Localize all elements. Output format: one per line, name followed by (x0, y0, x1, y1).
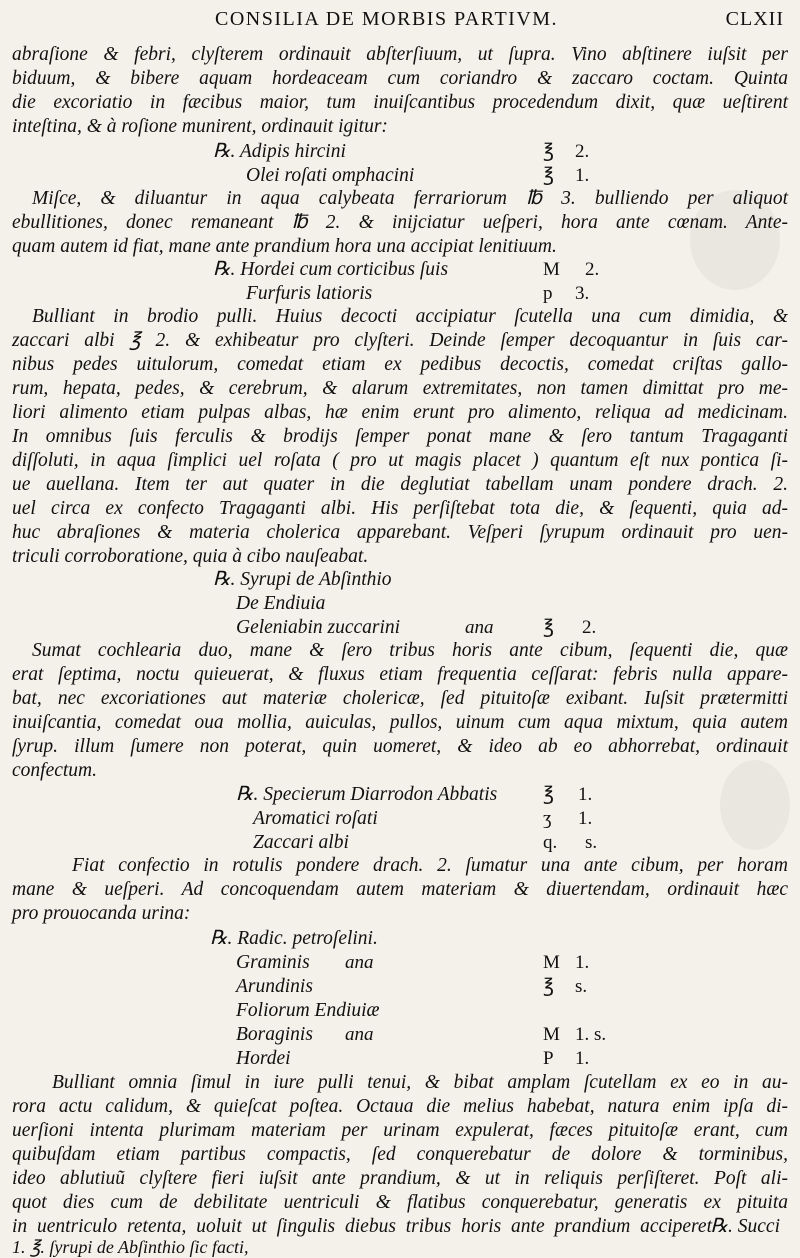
text-line: inteſtina, & à roſione munirent, ordinauit igitur: (12, 116, 388, 137)
recipe-amount: 1. (575, 165, 590, 186)
text-line: uerſioni intenta plurimam materiam per urinam expulerat, fæces pituitoſæ erant, cum (12, 1120, 788, 1141)
text-line: bat, nec excoriationes aut materiæ cholericæ, ſed pituitoſæ exibant. Iuſsit prætermitti (12, 688, 788, 709)
text-line: ideo ablutiuũ clyſtere fieri iuſsit ante prandium, & ut in reliquis perſiſteret. Poſt ali- (12, 1168, 788, 1189)
recipe-amount: 2. (582, 617, 597, 638)
text-line: ue auellana. Item ter aut quater in die deglutiat tabellam unam pondere drach. 2. (12, 474, 788, 495)
running-header (0, 2, 800, 42)
text-line: in uentriculo retenta, uoluit ut ſingulis diebus tribus horis ante prandium acciperet (12, 1216, 712, 1237)
text-line: confectum. (12, 760, 98, 781)
recipe-amount: 1. (575, 952, 590, 973)
text-line: ebullitiones, donec remaneant ℔ 2. & inijciatur ueſperi, hora ante cœnam. Ante- (12, 212, 788, 233)
recipe-ingredient: ℞. Hordei cum corticibus ſuis (213, 259, 449, 280)
text-line: quot dies cum de debilitate uentriculi & flatibus conquerebatur, generatis ex pituita (12, 1192, 788, 1213)
catchword: ℞. Succi (710, 1216, 780, 1237)
recipe-ingredient: Olei roſati omphacini (246, 165, 415, 186)
recipe-unit: ℥ (543, 617, 554, 638)
text-line: ſyrup. illum ſumere non poterat, quin uomeret, & ideo ab eo abhorrebat, ordinauit (12, 736, 788, 757)
recipe-amount: 2. (585, 259, 600, 280)
recipe-amount: 1. (578, 784, 593, 805)
recipe-ingredient: Zaccari albi (253, 832, 349, 853)
text-line: mane & ueſperi. Ad concoquendam autem materiam & diuertendam, ordinauit hæc (12, 879, 788, 900)
recipe-ingredient: ℞. Adipis hircini (213, 141, 346, 162)
text-line: huc abraſiones & materia cholerica apparebant. Veſperi ſyrupum ordinauit pro uen- (12, 522, 788, 543)
recipe-amount: 3. (575, 283, 590, 304)
recipe-ingredient: Hordei (236, 1048, 291, 1069)
text-line: die excoriatio in fæcibus maior, tum inuiſcantibus procedendum dixit, quæ ueſtirent (12, 92, 788, 113)
recipe-unit: ℥ (543, 165, 554, 186)
recipe-unit: ℥ (543, 976, 554, 997)
text-line: zaccari albi ℥ 2. & exhibeatur pro clyſteri. Deinde ſemper decoquantur in ſuis car- (12, 330, 788, 351)
recipe-amount: s. (585, 832, 598, 853)
recipe-amount: 2. (575, 141, 590, 162)
recipe-unit: ℥ (543, 141, 554, 162)
recipe-ingredient: De Endiuia (236, 593, 326, 614)
text-line: abraſione & febri, clyſterem ordinauit abſterſiuum, ut ſupra. Vino abſtinere iuſsit per (12, 44, 788, 65)
recipe-amount: 1. (575, 1048, 590, 1069)
recipe-ingredient: Aromatici roſati (253, 808, 378, 829)
running-title: CONSILIA DE MORBIS PARTIVM. (215, 8, 559, 30)
text-line: Sumat cochlearia duo, mane & ſero tribus horis ante cibum, ſequenti die, quæ (32, 640, 788, 661)
text-line: liori alimento etiam pulpas albas, hæ enim erunt pro alimento, reliqua ad medicinam. (12, 402, 788, 423)
text-line: pro prouocanda urina: (12, 903, 191, 924)
text-line: Fiat confectio in rotulis pondere drach. 2. ſumatur una ante cibum, per horam (72, 855, 788, 876)
text-line: In omnibus ſuis ferculis & brodijs ſemper ponat mane & ſero tantum Tragaganti (12, 426, 788, 447)
text-line: quam autem id fiat, mane ante prandium hora una accipiat lenitiuum. (12, 236, 557, 257)
text-line: Bulliant omnia ſimul in iure pulli tenui, & bibat amplam ſcutellam ex eo in au- (52, 1072, 788, 1093)
text-line: rora actu calidum, & quieſcat poſtea. Octaua die melius habebat, natura enim ipſa di- (12, 1096, 788, 1117)
text-line: uel circa ex confecto Tragaganti albi. His perſiſtebat tota die, & ſequenti, quia ad- (12, 498, 788, 519)
text-line: inuiſcantia, comedat oua mollia, auiculas, pullos, uinum cum aqua mixtum, quia autem (12, 712, 788, 733)
recipe-ana: ana (465, 617, 494, 638)
recipe-ingredient: Boraginis (236, 1024, 313, 1045)
recipe-unit: M (543, 1024, 560, 1045)
folio-number: CLXII (725, 8, 784, 30)
recipe-ana: ana (345, 1024, 374, 1045)
text-line: erat ſeptima, noctu quieuerat, & fluxus etiam frequentia ceſſarat: febris nulla appare- (12, 664, 788, 685)
recipe-unit: p (543, 283, 553, 304)
recipe-ingredient: Foliorum Endiuiæ (236, 1000, 380, 1021)
text-line: rum, hepata, pedes, & cerebrum, & alarum extremitates, non tamen dimittat pro me- (12, 378, 788, 399)
recipe-amount: 1. (578, 808, 593, 829)
recipe-unit: M (543, 952, 560, 973)
recipe-ana: ana (345, 952, 374, 973)
recipe-ingredient: ℞. Radic. petroſelini. (210, 928, 378, 949)
text-line: quibuſdam etiam partibus compactis, ſed conquerebatur de dolore & torminibus, (12, 1144, 788, 1165)
recipe-ingredient: ℞. Specierum Diarrodon Abbatis (236, 784, 498, 805)
recipe-ingredient: Graminis (236, 952, 310, 973)
recipe-unit: M (543, 259, 560, 280)
recipe-ingredient: Furfuris latioris (246, 283, 373, 304)
text-line: nibus pedes uitulorum, comedat etiam ex pedibus decoctis, comedat criſtas gallo- (12, 354, 788, 375)
text-line: Bulliant in brodio pulli. Huius decocti accipiatur ſcutella una cum dimidia, & (32, 306, 788, 327)
text-line: triculi corroboratione, quia à cibo nauſeabat. (12, 546, 369, 567)
text-line: 1. ℥. ſyrupi de Abſinthio ſic facti, (12, 1237, 249, 1257)
text-line: Miſce, & diluantur in aqua calybeata ferrariorum ℔ 3. bulliendo per aliquot (32, 188, 788, 209)
text-line: diſſoluti, in aqua ſimplici uel roſata ( pro ut magis placet ) quantum eſt nux pontica ſi- (12, 450, 788, 471)
recipe-unit: ℥ (543, 784, 554, 805)
recipe-unit: P (543, 1048, 554, 1069)
text-line: biduum, & bibere aquam hordeaceam cum coriandro & zaccaro coctam. Quinta (12, 68, 788, 89)
recipe-amount: s. (575, 976, 588, 997)
recipe-unit: ʒ (543, 808, 552, 829)
recipe-ingredient: ℞. Syrupi de Abſinthio (213, 569, 392, 590)
recipe-ingredient: Geleniabin zuccarini (236, 617, 401, 638)
recipe-ingredient: Arundinis (236, 976, 313, 997)
recipe-unit: q. (543, 832, 558, 853)
recipe-amount: 1. s. (575, 1024, 607, 1045)
